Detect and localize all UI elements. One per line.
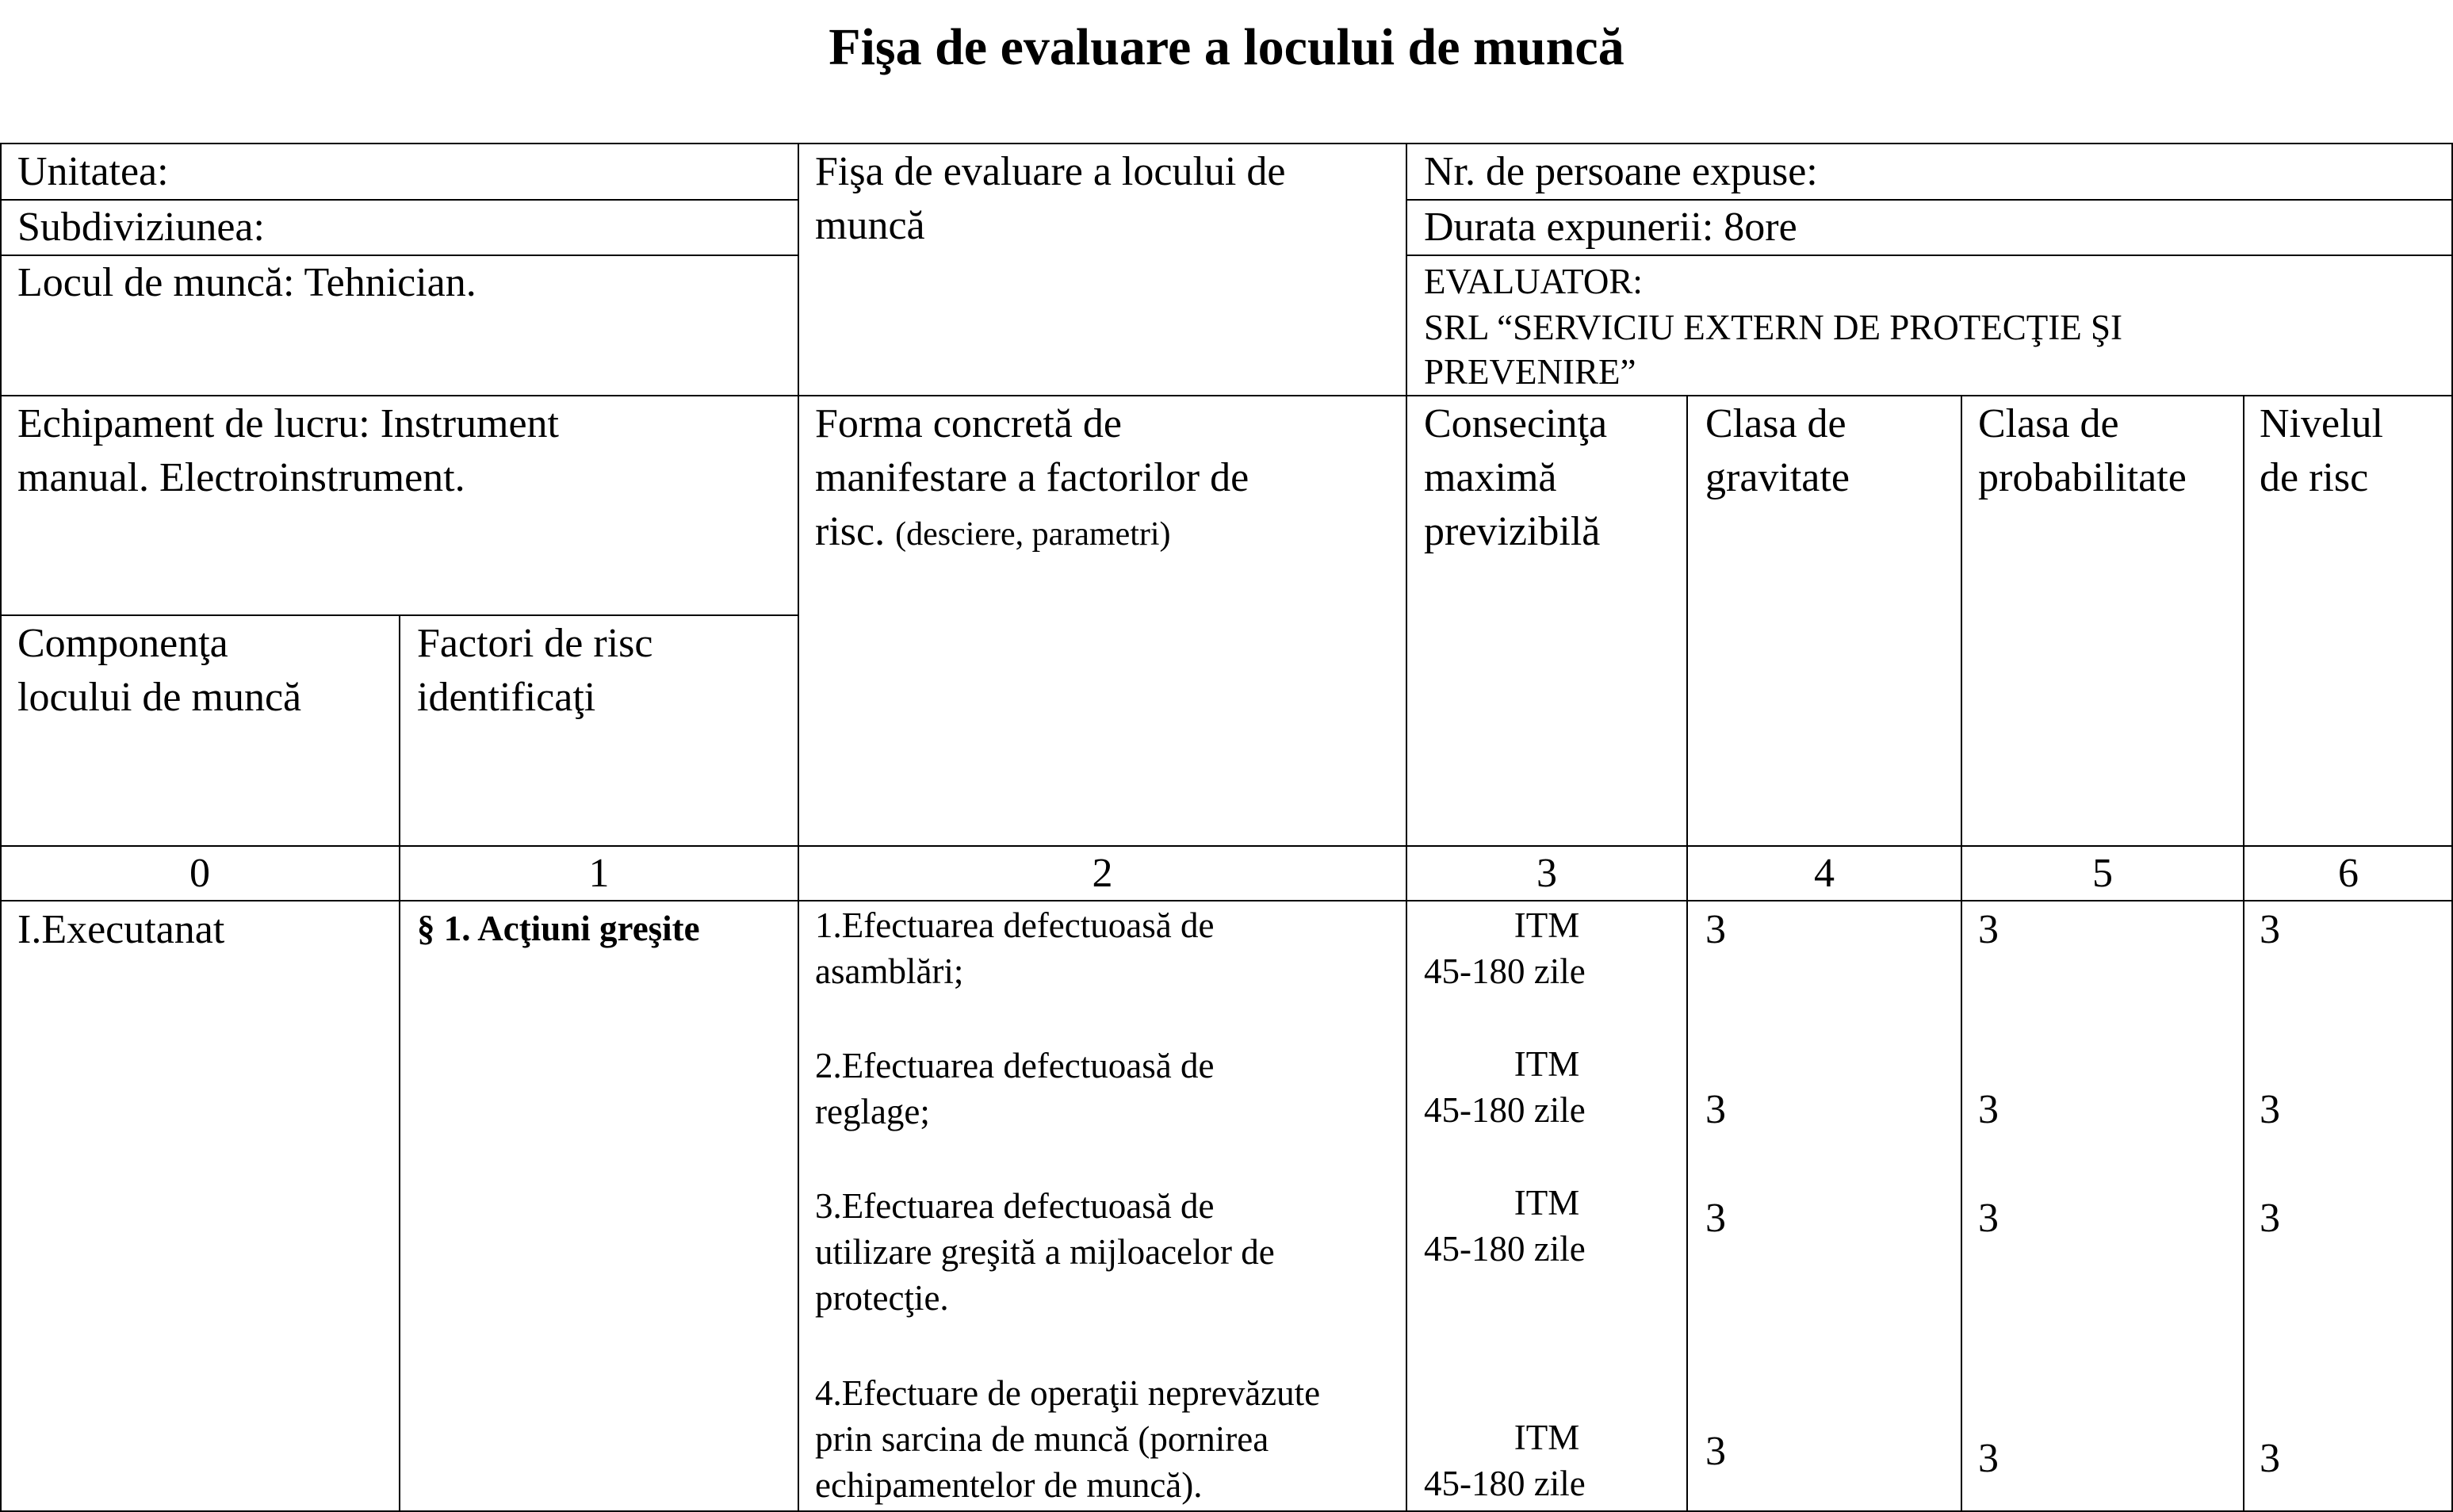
consecinta-header-line2: maximă <box>1424 455 1557 500</box>
column-number-0: 0 <box>189 851 210 896</box>
factor-value: § 1. Acţiuni greşite <box>417 909 700 948</box>
subdiviziunea-label: Subdiviziunea: <box>17 205 265 250</box>
factori-header-line1: Factori de risc <box>417 621 653 666</box>
componenta-value: I.Executanat <box>17 907 225 952</box>
column-number-4: 4 <box>1814 851 1835 896</box>
probabilitate-header-line1: Clasa de <box>1978 401 2119 446</box>
probabilitate-value: 3 <box>1978 907 1999 952</box>
gravitate-header-line2: gravitate <box>1705 455 1850 500</box>
forma-item-line: utilizare greşită a mijloacelor de <box>815 1232 1275 1272</box>
consecinta-header-line1: Consecinţa <box>1424 401 1608 446</box>
consecinta-zile: 45-180 zile <box>1424 1090 1586 1130</box>
gravitate-value: 3 <box>1705 1087 1726 1132</box>
forma-item-line: reglage; <box>815 1092 930 1131</box>
consecinta-itm: ITM <box>1514 1044 1580 1084</box>
echipament-line2: manual. Electroinstrument. <box>17 455 465 500</box>
nivel-value: 3 <box>2260 1087 2280 1132</box>
gravitate-value: 3 <box>1705 907 1726 952</box>
forma-item-line: 3.Efectuarea defectuoasă de <box>815 1186 1215 1226</box>
column-number-1: 1 <box>588 851 610 896</box>
evaluator-label: EVALUATOR: <box>1424 262 1643 301</box>
column-number-5: 5 <box>2092 851 2113 896</box>
column-number-6: 6 <box>2338 851 2359 896</box>
nivel-value: 3 <box>2260 1196 2280 1241</box>
forma-header-line3 <box>815 505 1171 561</box>
forma-item-line: protecţie. <box>815 1278 949 1318</box>
durata-expunerii-label: Durata expunerii: 8ore <box>1424 205 1797 250</box>
document-title: Fişa de evaluare a locului de muncă <box>829 18 1624 76</box>
echipament-line1: Echipament de lucru: Instrument <box>17 401 560 446</box>
probabilitate-value: 3 <box>1978 1436 1999 1481</box>
gravitate-value: 3 <box>1705 1429 1726 1474</box>
forma-header-line2: manifestare a factorilor de <box>815 455 1249 500</box>
forma-item-line: 2.Efectuarea defectuoasă de <box>815 1046 1215 1085</box>
probabilitate-header-line2: probabilitate <box>1978 455 2187 500</box>
consecinta-itm: ITM <box>1514 1418 1580 1457</box>
locul-de-munca-label: Locul de muncă: Tehnician. <box>17 260 476 305</box>
fisa-label-line1: Fişa de evaluare a locului de <box>815 149 1286 194</box>
consecinta-itm: ITM <box>1514 1183 1580 1223</box>
evaluator-name-line2: PREVENIRE” <box>1424 352 1636 392</box>
unitatea-label: Unitatea: <box>17 149 169 194</box>
forma-item-line: echipamentelor de muncă). <box>815 1465 1203 1505</box>
column-number-3: 3 <box>1536 851 1557 896</box>
nivel-header-line2: de risc <box>2260 455 2369 500</box>
gravitate-header-line1: Clasa de <box>1705 401 1846 446</box>
probabilitate-value: 3 <box>1978 1196 1999 1241</box>
forma-item-line: 1.Efectuarea defectuoasă de <box>815 905 1215 945</box>
factori-header-line2: identificaţi <box>417 675 596 720</box>
forma-header-note: (desciere, parametri) <box>895 516 1171 553</box>
consecinta-zile: 45-180 zile <box>1424 951 1586 991</box>
consecinta-zile: 45-180 zile <box>1424 1229 1586 1269</box>
forma-header-line1: Forma concretă de <box>815 401 1122 446</box>
nivel-value: 3 <box>2260 907 2280 952</box>
consecinta-zile: 45-180 zile <box>1424 1464 1586 1503</box>
gravitate-value: 3 <box>1705 1196 1726 1241</box>
forma-header-risc: risc. <box>815 509 886 554</box>
forma-item-line: 4.Efectuare de operaţii neprevăzute <box>815 1373 1321 1413</box>
fisa-label-line2: muncă <box>815 203 925 248</box>
consecinta-header-line3: previzibilă <box>1424 509 1601 554</box>
componenta-header-line1: Componenţa <box>17 621 228 666</box>
forma-item-line: asamblări; <box>815 951 964 991</box>
column-number-2: 2 <box>1092 851 1113 896</box>
evaluator-name-line1: SRL “SERVICIU EXTERN DE PROTECŢIE ŞI <box>1424 308 2122 347</box>
forma-item-line: prin sarcina de muncă (pornirea <box>815 1419 1269 1459</box>
nivel-value: 3 <box>2260 1436 2280 1481</box>
componenta-header-line2: locului de muncă <box>17 675 302 720</box>
probabilitate-value: 3 <box>1978 1087 1999 1132</box>
consecinta-itm: ITM <box>1514 905 1580 945</box>
nivel-header-line1: Nivelul <box>2260 401 2383 446</box>
nr-persoane-label: Nr. de persoane expuse: <box>1424 149 1818 194</box>
